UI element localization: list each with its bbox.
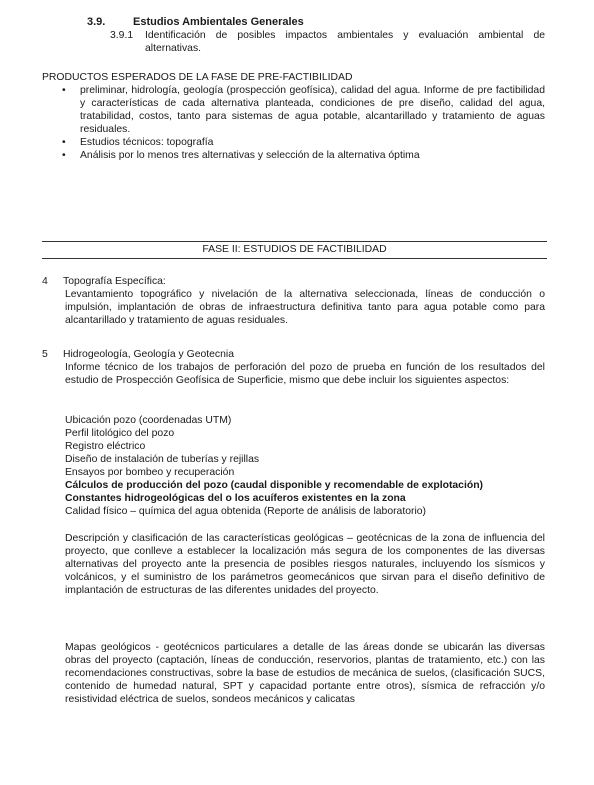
list-item: Ubicación pozo (coordenadas UTM) [65,415,232,426]
section-4-title: Topografía Específica: [63,276,166,287]
section-4-body: Levantamiento topográfico y nivelación de la alternativa seleccionada, líneas de conducción o impulsión, implantación de obras de infraestructura definitiva tanto para agua potable como para alcantarillado y tratamiento de aguas residuales. [65,289,545,326]
section-3-9-title: Estudios Ambientales Generales [133,16,304,28]
list-item: Cálculos de producción del pozo (caudal disponible y recomendable de explotación) [65,480,484,491]
geotechnical-maps-paragraph: Mapas geológicos - geotécnicos particulares a detalle de las áreas donde se ubicarán las diversas obras del proyecto (captación, líneas de conducción, reservorios, plantas de tratamiento, etc.) con las recomendaciones constructivas, sobre la base de estudios de mecánica de suelos, (clasificación SUCS, contenido de humedad natural, SPT y capacidad portante entre otros), sísmica de refracción y/o resistividad eléctrica de suelos, sondeos mecánicos y calicatas [65,642,545,705]
section-5-title: Hidrogeología, Geología y Geotecnia [63,349,234,360]
products-bullet-list [62,84,545,162]
phase-2-title: FASE II: ESTUDIOS DE FACTIBILIDAD [202,244,387,255]
list-item: • Análisis por lo menos tres alternativas y selección de la alternativa óptima [62,149,545,162]
section-5-intro: Informe técnico de los trabajos de perforación del pozo de prueba en función de los resultados del estudio de Prospección Geofísica de Superficie, mismo que debe incluir los siguientes aspectos: [65,362,545,386]
list-item: Constantes hidrogeológicas del o los acuíferos existentes en la zona [65,493,406,504]
list-item: Ensayos por bombeo y recuperación [65,467,235,478]
list-item: • Estudios técnicos: topografía [62,136,545,149]
list-item: Registro eléctrico [65,441,146,452]
geology-paragraph: Descripción y clasificación de las características geológicas – geotécnicas de la zona de influencia del proyecto, que conlleve a establecer la localización más segura de los componentes de las diversas alternativas del proyecto ante la presencia de posibles riesgos naturales, incluyendo los sísmicos y volcánicos, y el suministro de los parámetros geomecánicos que sirvan para el diseño definitivo de implantación de estructuras de las diferentes unidades del proyecto. [65,533,545,596]
section-5-number: 5 [42,349,48,360]
products-heading: PRODUCTOS ESPERADOS DE LA FASE DE PRE-FACTIBILIDAD [42,72,353,83]
subsection-3-9-1-number: 3.9.1 [110,30,134,41]
subsection-3-9-1-text: Identificación de posibles impactos ambientales y evaluación ambiental de alternativas. [145,30,545,54]
divider-top [42,241,547,242]
section-3-9-number: 3.9. [87,16,106,28]
divider-bottom [42,258,547,259]
list-item: Perfil litológico del pozo [65,428,175,439]
list-item: • preliminar, hidrología, geología (prospección geofísica), calidad del agua. Informe de pre factibilidad y características de cada alternativa planteada, condiciones de pre diseño, calidad del agua, tratabilidad, costos, tanto para sistemas de agua potable, alcantarillado y tratamiento de aguas residuales. [62,84,545,136]
section-4-number: 4 [42,276,48,287]
list-item: Diseño de instalación de tuberías y rejillas [65,454,260,465]
list-item: Calidad físico – química del agua obtenida (Reporte de análisis de laboratorio) [65,506,427,517]
aspects-list [65,414,545,518]
